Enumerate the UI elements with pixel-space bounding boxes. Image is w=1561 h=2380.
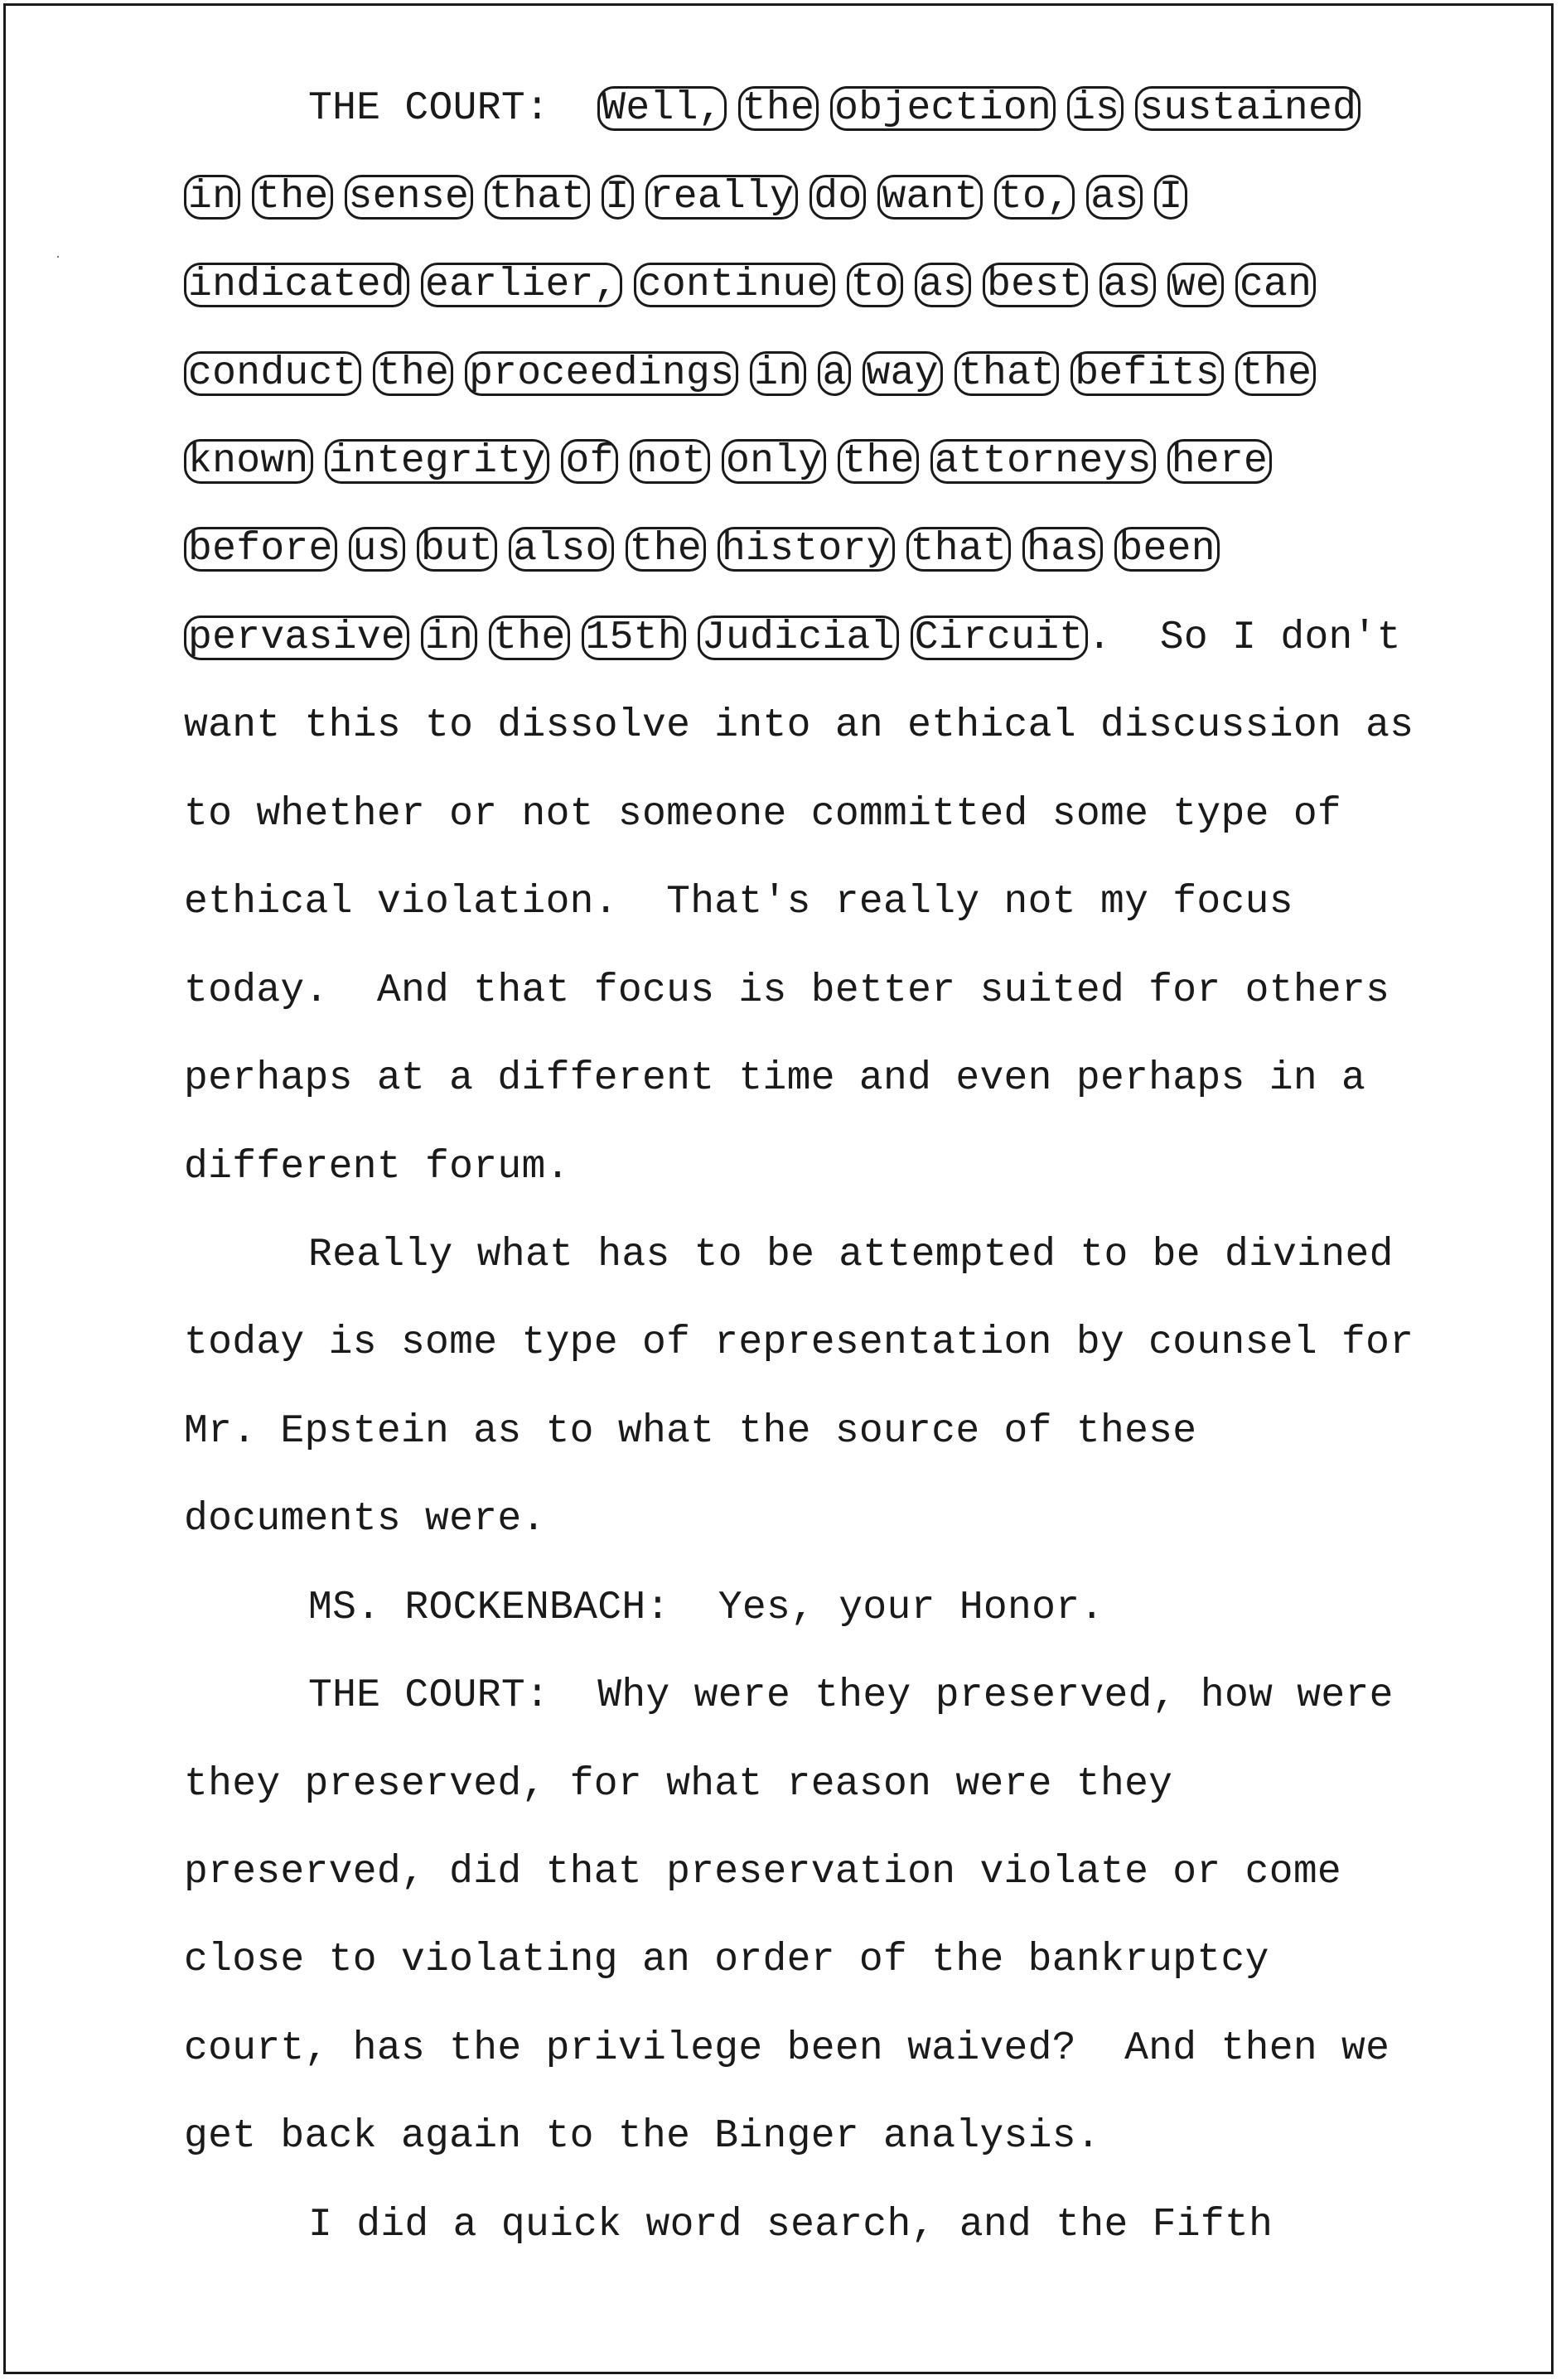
- highlighted-word: has: [1022, 527, 1103, 572]
- highlighted-word: to: [847, 263, 903, 307]
- highlighted-word: is: [1067, 86, 1124, 131]
- highlighted-word: do: [809, 175, 866, 220]
- transcript-line: [184, 255, 1327, 315]
- transcript-line: to whether or not someone committed some type of: [184, 792, 1342, 837]
- highlighted-word: to,: [994, 175, 1075, 220]
- highlighted-word: the: [252, 175, 332, 220]
- transcript-line: MS. ROCKENBACH: Yes, your Honor.: [308, 1586, 1104, 1630]
- transcript-line: Really what has to be attempted to be divined: [308, 1233, 1394, 1277]
- highlighted-word: sense: [345, 175, 474, 220]
- highlighted-word: objection: [830, 86, 1056, 131]
- highlighted-word: befits: [1070, 351, 1224, 396]
- transcript-line: documents were.: [184, 1497, 546, 1542]
- highlighted-word: the: [373, 351, 453, 396]
- transcript-line: preserved, did that preservation violate or come: [184, 1850, 1342, 1895]
- highlighted-word: Circuit: [911, 616, 1088, 660]
- highlighted-word: before: [184, 527, 337, 572]
- transcript-line: pervasive in the 15th Judicial Circuit . So I don't: [184, 608, 1401, 668]
- transcript-page: [3, 3, 1554, 2374]
- highlighted-word: only: [722, 439, 826, 484]
- highlighted-word: sustained: [1135, 86, 1360, 131]
- transcript-line: perhaps at a different time and even perhaps in a: [184, 1056, 1366, 1101]
- highlighted-word: as: [915, 263, 971, 307]
- highlighted-word: here: [1167, 439, 1272, 484]
- highlighted-word: that: [906, 527, 1011, 572]
- highlighted-word: the: [838, 439, 918, 484]
- transcript-line: ethical violation. That's really not my focus: [184, 880, 1293, 924]
- highlighted-word: us: [349, 527, 405, 572]
- highlighted-word: integrity: [325, 439, 550, 484]
- transcript-line: close to violating an order of the bankruptcy: [184, 1938, 1269, 1982]
- transcript-line: court, has the privilege been waived? And then we: [184, 2026, 1390, 2071]
- transcript-line: they preserved, for what reason were they: [184, 1762, 1173, 1807]
- transcript-line: [184, 344, 1327, 403]
- highlighted-word: that: [485, 175, 589, 220]
- transcript-line: want this to dissolve into an ethical discussion as: [184, 703, 1414, 748]
- highlighted-word: the: [489, 616, 569, 660]
- highlighted-word: as: [1086, 175, 1143, 220]
- highlighted-word: attorneys: [930, 439, 1156, 484]
- highlighted-word: a: [818, 351, 850, 396]
- highlighted-word: known: [184, 439, 313, 484]
- highlighted-word: the: [626, 527, 706, 572]
- highlighted-word: in: [421, 616, 477, 660]
- highlighted-word: Well,: [597, 86, 727, 131]
- highlighted-word: way: [863, 351, 943, 396]
- highlighted-word: in: [750, 351, 806, 396]
- highlighted-word: not: [630, 439, 710, 484]
- highlighted-word: I: [602, 175, 634, 220]
- highlighted-word: I: [1154, 175, 1186, 220]
- highlighted-word: the: [738, 86, 819, 131]
- highlighted-word: as: [1099, 263, 1156, 307]
- highlighted-word: proceedings: [465, 351, 738, 396]
- highlighted-word: indicated: [184, 263, 409, 307]
- highlighted-word: pervasive: [184, 616, 409, 660]
- highlighted-word: been: [1114, 527, 1219, 572]
- highlighted-word: we: [1167, 263, 1224, 307]
- transcript-line: [184, 432, 1283, 491]
- highlighted-word: earlier,: [421, 263, 622, 307]
- highlighted-word: Judicial: [698, 616, 899, 660]
- transcript-line: different forum.: [184, 1145, 570, 1190]
- transcript-line: Mr. Epstein as to what the source of these: [184, 1409, 1197, 1454]
- highlighted-word: of: [561, 439, 617, 484]
- highlighted-word: 15th: [582, 616, 686, 660]
- transcript-line: get back again to the Binger analysis.: [184, 2114, 1100, 2159]
- highlighted-word: that: [954, 351, 1059, 396]
- highlighted-word: continue: [634, 263, 835, 307]
- transcript-line: I did a quick word search, and the Fifth: [308, 2203, 1273, 2247]
- highlighted-word: really: [645, 175, 799, 220]
- transcript-line: THE COURT: Well, the objection is sustained: [308, 79, 1372, 138]
- highlighted-word: can: [1235, 263, 1316, 307]
- highlighted-word: history: [718, 527, 895, 572]
- transcript-line: [184, 167, 1199, 227]
- highlighted-word: in: [184, 175, 240, 220]
- transcript-line: today. And that focus is better suited for others: [184, 968, 1390, 1013]
- highlighted-word: conduct: [184, 351, 361, 396]
- highlighted-word: but: [417, 527, 497, 572]
- transcript-line: [184, 519, 1231, 579]
- highlighted-word: want: [877, 175, 982, 220]
- scan-speck: [57, 256, 59, 258]
- transcript-line: today is some type of representation by counsel for: [184, 1320, 1414, 1365]
- highlighted-word: best: [983, 263, 1087, 307]
- highlighted-word: the: [1235, 351, 1316, 396]
- highlighted-word: also: [509, 527, 613, 572]
- transcript-line: THE COURT: Why were they preserved, how were: [308, 1673, 1394, 1718]
